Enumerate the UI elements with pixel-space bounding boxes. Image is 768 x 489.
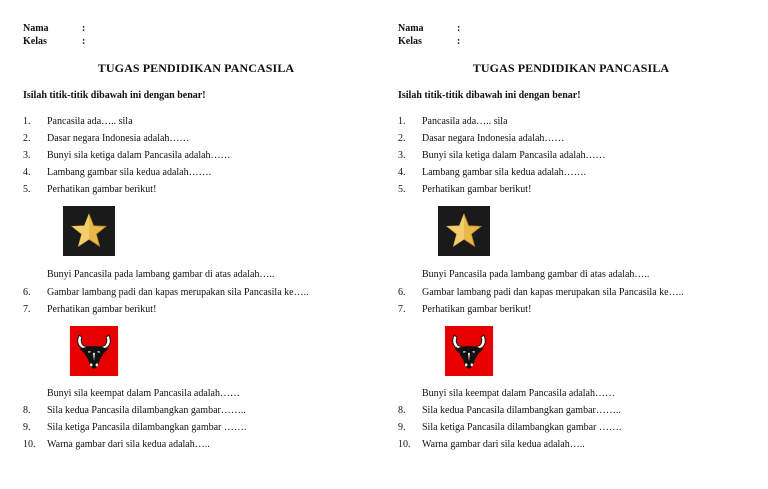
class-label: Kelas [398,36,422,47]
question-number: 3. [23,150,31,161]
star-emblem-icon [63,206,115,256]
question-number: 1. [23,116,31,127]
question-text: Perhatikan gambar berikut! [422,184,532,195]
star-followup-text: Bunyi Pancasila pada lambang gambar di atas adalah….. [47,269,275,280]
question-number: 4. [398,167,406,178]
question-number: 3. [398,150,406,161]
name-label: Nama [398,23,424,34]
question-number: 8. [23,405,31,416]
question-text: Pancasila ada….. sila [422,116,508,127]
name-colon: : [82,23,86,34]
question-text: Dasar negara Indonesia adalah…… [47,133,190,144]
worksheet-left [23,0,398,489]
question-text: Sila kedua Pancasila dilambangkan gambar…….. [422,405,621,416]
bull-head-emblem-icon [68,326,120,376]
question-text: Sila kedua Pancasila dilambangkan gambar…….. [47,405,246,416]
question-number: 7. [23,304,31,315]
worksheet-right [398,0,768,489]
worksheet-instruction: Isilah titik-titik dibawah ini dengan benar! [398,90,581,101]
question-text: Perhatikan gambar berikut! [422,304,532,315]
question-text: Perhatikan gambar berikut! [47,304,157,315]
question-text: Lambang gambar sila kedua adalah……. [422,167,587,178]
question-text: Pancasila ada….. sila [47,116,133,127]
question-number: 4. [23,167,31,178]
question-text: Gambar lambang padi dan kapas merupakan sila Pancasila ke….. [47,287,309,298]
question-text: Bunyi sila ketiga dalam Pancasila adalah…… [422,150,606,161]
star-emblem-icon [438,206,490,256]
star-followup-text: Bunyi Pancasila pada lambang gambar di atas adalah….. [422,269,650,280]
question-number: 8. [398,405,406,416]
name-colon: : [457,23,461,34]
question-text: Sila ketiga Pancasila dilambangkan gambar ……. [422,422,622,433]
worksheet-title: TUGAS PENDIDIKAN PANCASILA [97,61,295,75]
name-label: Nama [23,23,49,34]
question-text: Lambang gambar sila kedua adalah……. [47,167,212,178]
question-text: Gambar lambang padi dan kapas merupakan sila Pancasila ke….. [422,287,684,298]
question-number: 5. [23,184,31,195]
bull-head-emblem-icon [443,326,495,376]
class-colon: : [457,36,461,47]
question-number: 6. [23,287,31,298]
question-text: Warna gambar dari sila kedua adalah….. [47,439,210,450]
question-text: Warna gambar dari sila kedua adalah….. [422,439,585,450]
question-number: 5. [398,184,406,195]
question-number: 1. [398,116,406,127]
question-text: Sila ketiga Pancasila dilambangkan gambar ……. [47,422,247,433]
question-text: Bunyi sila ketiga dalam Pancasila adalah…… [47,150,231,161]
question-number: 9. [398,422,406,433]
worksheet-title: TUGAS PENDIDIKAN PANCASILA [472,61,670,75]
question-number: 10. [398,439,411,450]
class-label: Kelas [23,36,47,47]
bull-followup-text: Bunyi sila keempat dalam Pancasila adalah…… [422,388,615,399]
question-text: Dasar negara Indonesia adalah…… [422,133,565,144]
bull-followup-text: Bunyi sila keempat dalam Pancasila adalah…… [47,388,240,399]
question-number: 2. [398,133,406,144]
question-text: Perhatikan gambar berikut! [47,184,157,195]
question-number: 2. [23,133,31,144]
worksheet-instruction: Isilah titik-titik dibawah ini dengan benar! [23,90,206,101]
question-number: 6. [398,287,406,298]
class-colon: : [82,36,86,47]
question-number: 10. [23,439,36,450]
question-number: 9. [23,422,31,433]
question-number: 7. [398,304,406,315]
